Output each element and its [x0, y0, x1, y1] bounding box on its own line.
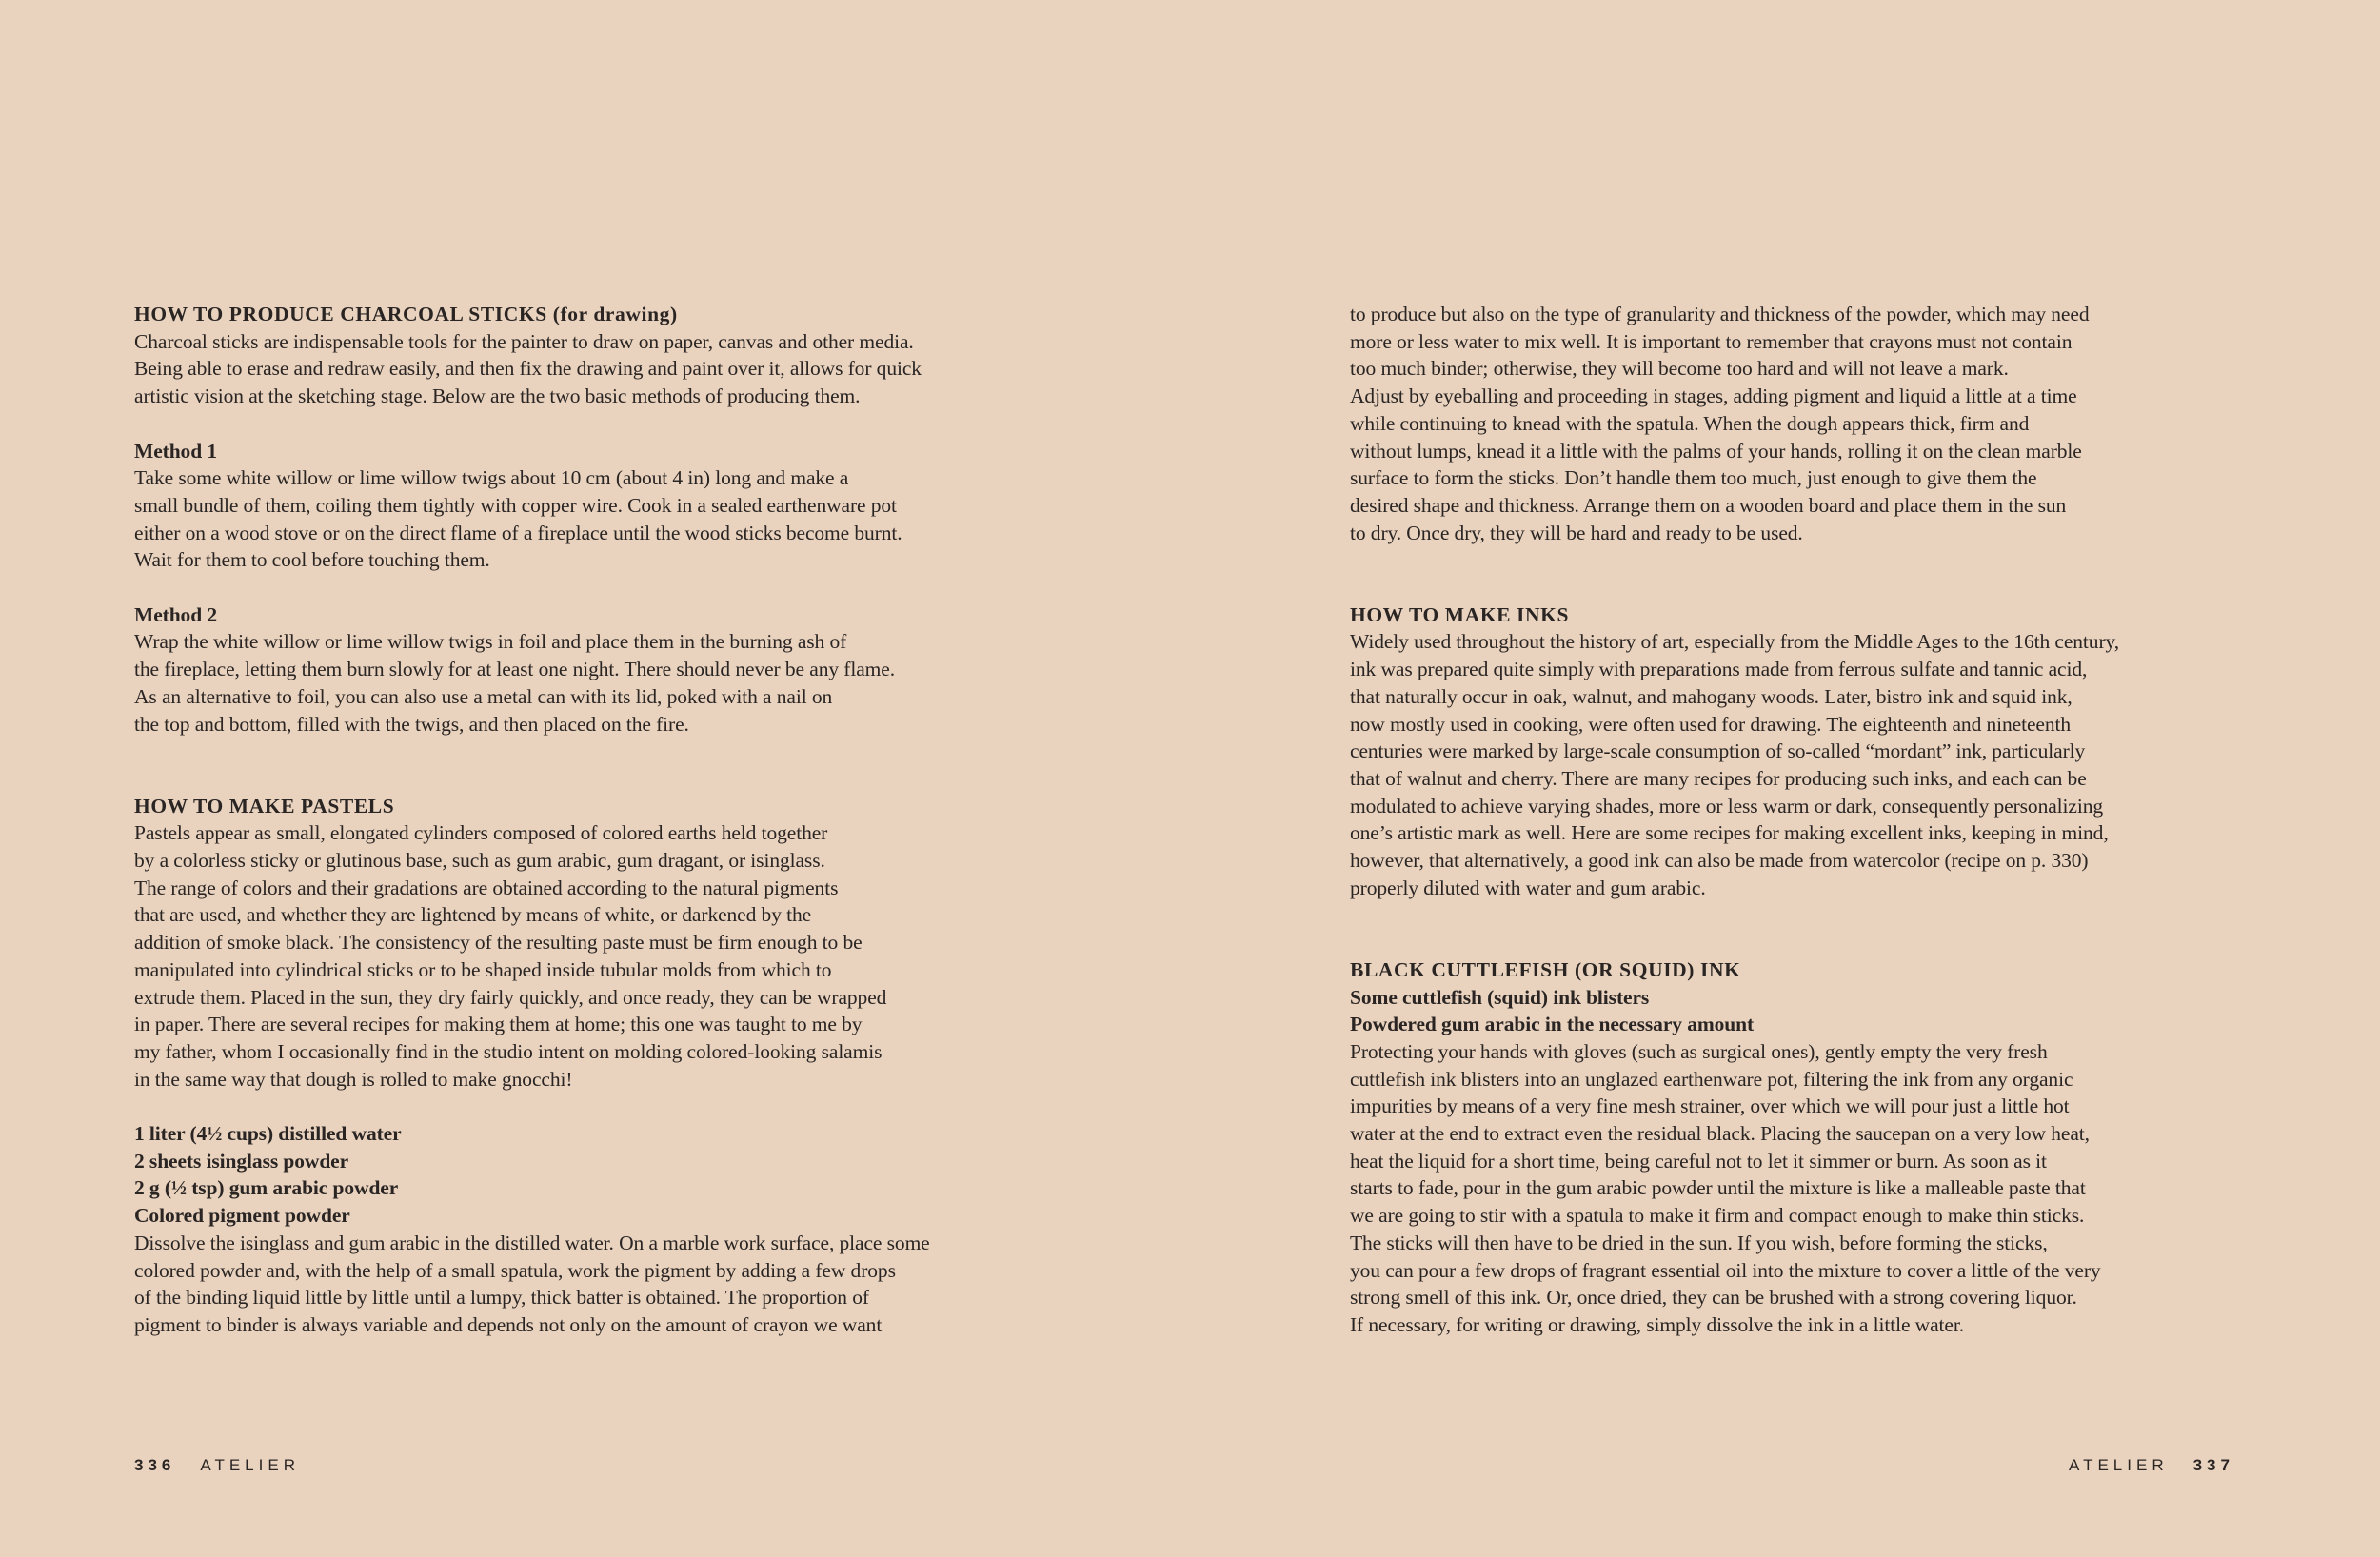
folio-left — [134, 1456, 300, 1475]
body-line: The range of colors and their gradations are obtained according to the natural pigments — [134, 876, 839, 899]
section-heading-pastels: HOW TO MAKE PASTELS — [134, 794, 395, 818]
body-line: Dissolve the isinglass and gum arabic in the distilled water. On a marble work surface, place some — [134, 1231, 930, 1254]
body-line: extrude them. Placed in the sun, they dry fairly quickly, and once ready, they can be wrapped — [134, 985, 887, 1009]
subheading-method-1: Method 1 — [134, 439, 217, 463]
body-line: we are going to stir with a spatula to make it firm and compact enough to make thin sticks. — [1350, 1204, 2085, 1228]
section-heading-cuttlefish-ink: BLACK CUTTLEFISH (OR SQUID) INK — [1350, 957, 1741, 981]
body-line: heat the liquid for a short time, being careful not to let it simmer or burn. As soon as it — [1350, 1149, 2047, 1173]
right-column — [1350, 301, 2188, 1339]
body-line: the top and bottom, filled with the twigs, and then placed on the fire. — [134, 712, 689, 736]
body-line: Protecting your hands with gloves (such as surgical ones), gently empty the very fresh — [1350, 1039, 2048, 1063]
left-column — [134, 301, 972, 1339]
body-line: that naturally occur in oak, walnut, and mahogany woods. Later, bistro ink and squid ink, — [1350, 684, 2073, 708]
body-line: modulated to achieve varying shades, more or less warm or dark, consequently personalizing — [1350, 794, 2104, 818]
ingredient-item: Powdered gum arabic in the necessary amount — [1350, 1013, 1755, 1036]
body-line: one’s artistic mark as well. Here are some recipes for making excellent inks, keeping in mind, — [1350, 821, 2109, 845]
subheading-method-2: Method 2 — [134, 602, 217, 626]
body-line: my father, whom I occasionally find in the studio intent on molding colored-looking salamis — [134, 1039, 883, 1063]
page-number: 337 — [2192, 1456, 2234, 1474]
body-line: cuttlefish ink blisters into an unglazed earthenware pot, filtering the ink from any organic — [1350, 1067, 2073, 1091]
ingredient-item: Colored pigment powder — [134, 1204, 350, 1228]
section-heading-inks: HOW TO MAKE INKS — [1350, 602, 1570, 626]
body-line: manipulated into cylindrical sticks or to be shaped inside tubular molds from which to — [134, 957, 832, 981]
body-line: strong smell of this ink. Or, once dried, they can be brushed with a strong covering liquor. — [1350, 1286, 2077, 1310]
body-line: properly diluted with water and gum arabic. — [1350, 876, 1706, 899]
body-line: without lumps, knead it a little with the palms of your hands, rolling it on the clean marble — [1350, 439, 2082, 463]
body-line: ink was prepared quite simply with preparations made from ferrous sulfate and tannic acid, — [1350, 658, 2088, 681]
body-line: by a colorless sticky or glutinous base, such as gum arabic, gum dragant, or isinglass. — [134, 849, 825, 873]
body-line: surface to form the sticks. Don’t handle them too much, just enough to give them the — [1350, 466, 2037, 490]
body-line: to produce but also on the type of granularity and thickness of the powder, which may need — [1350, 303, 2090, 325]
ingredient-item: 2 sheets isinglass powder — [134, 1149, 349, 1173]
body-line: Pastels appear as small, elongated cylinders composed of colored earths held together — [134, 821, 828, 845]
body-line: small bundle of them, coiling them tightly with copper wire. Cook in a sealed earthenware pot — [134, 493, 897, 517]
body-line: Take some white willow or lime willow twigs about 10 cm (about 4 in) long and make a — [134, 466, 849, 490]
body-line: now mostly used in cooking, were often used for drawing. The eighteenth and nineteenth — [1350, 712, 2072, 736]
right-page — [1190, 0, 2380, 1557]
body-line: As an alternative to foil, you can also use a metal can with its lid, poked with a nail on — [134, 684, 833, 708]
section-heading-charcoal: HOW TO PRODUCE CHARCOAL STICKS (for drawing) — [134, 303, 678, 325]
body-line: starts to fade, pour in the gum arabic powder until the mixture is like a malleable paste that — [1350, 1176, 2086, 1200]
body-line: the fireplace, letting them burn slowly for at least one night. There should never be any flame. — [134, 658, 895, 681]
ingredient-item: 1 liter (4½ cups) distilled water — [134, 1122, 402, 1146]
body-line: colored powder and, with the help of a small spatula, work the pigment by adding a few drops — [134, 1258, 896, 1282]
body-line: Charcoal sticks are indispensable tools for the painter to draw on paper, canvas and other media. — [134, 329, 914, 353]
body-line: however, that alternatively, a good ink can also be made from watercolor (recipe on p. 330) — [1350, 849, 2089, 873]
body-line: impurities by means of a very fine mesh strainer, over which we will pour just a little hot — [1350, 1094, 2070, 1118]
body-line: of the binding liquid little by little until a lumpy, thick batter is obtained. The proportion of — [134, 1286, 869, 1310]
body-line: to dry. Once dry, they will be hard and ready to be used. — [1350, 521, 1803, 544]
body-line: too much binder; otherwise, they will become too hard and will not leave a mark. — [1350, 357, 2009, 381]
running-head: ATELIER — [200, 1456, 300, 1474]
body-line: you can pour a few drops of fragrant essential oil into the mixture to cover a little of the very — [1350, 1258, 2101, 1282]
body-line: desired shape and thickness. Arrange them on a wooden board and place them in the sun — [1350, 493, 2067, 517]
ingredient-item: Some cuttlefish (squid) ink blisters — [1350, 985, 1650, 1009]
body-line: in the same way that dough is rolled to make gnocchi! — [134, 1067, 573, 1091]
body-line: Widely used throughout the history of art, especially from the Middle Ages to the 16th century, — [1350, 630, 2120, 654]
body-line: pigment to binder is always variable and depends not only on the amount of crayon we want — [134, 1312, 883, 1336]
body-line: in paper. There are several recipes for making them at home; this one was taught to me by — [134, 1013, 863, 1036]
body-line: addition of smoke black. The consistency of the resulting paste must be firm enough to be — [134, 931, 863, 955]
body-line: more or less water to mix well. It is important to remember that crayons must not contain — [1350, 329, 2073, 353]
body-line: while continuing to knead with the spatula. When the dough appears thick, firm and — [1350, 411, 2030, 435]
folio-right — [2069, 1456, 2234, 1475]
body-line: Wait for them to cool before touching them. — [134, 548, 490, 572]
body-line: that of walnut and cherry. There are many recipes for producing such inks, and each can be — [1350, 766, 2087, 790]
body-line: Wrap the white willow or lime willow twigs in foil and place them in the burning ash of — [134, 630, 847, 654]
body-line: Adjust by eyeballing and proceeding in stages, adding pigment and liquid a little at a time — [1350, 384, 2077, 408]
body-line: water at the end to extract even the residual black. Placing the saucepan on a very low heat, — [1350, 1122, 2090, 1146]
body-line: either on a wood stove or on the direct flame of a fireplace until the wood sticks become burnt. — [134, 521, 902, 544]
body-line: The sticks will then have to be dried in the sun. If you wish, before forming the sticks, — [1350, 1231, 2048, 1254]
body-line: If necessary, for writing or drawing, simply dissolve the ink in a little water. — [1350, 1312, 1965, 1336]
page-number: 336 — [134, 1456, 176, 1474]
body-line: that are used, and whether they are lightened by means of white, or darkened by the — [134, 903, 812, 927]
body-line: centuries were marked by large-scale consumption of so-called “mordant” ink, particularly — [1350, 739, 2086, 763]
body-line: Being able to erase and redraw easily, and then fix the drawing and paint over it, allows for quick — [134, 357, 922, 381]
running-head: ATELIER — [2069, 1456, 2169, 1474]
ingredient-item: 2 g (½ tsp) gum arabic powder — [134, 1176, 399, 1200]
body-line: artistic vision at the sketching stage. Below are the two basic methods of producing them. — [134, 384, 861, 408]
